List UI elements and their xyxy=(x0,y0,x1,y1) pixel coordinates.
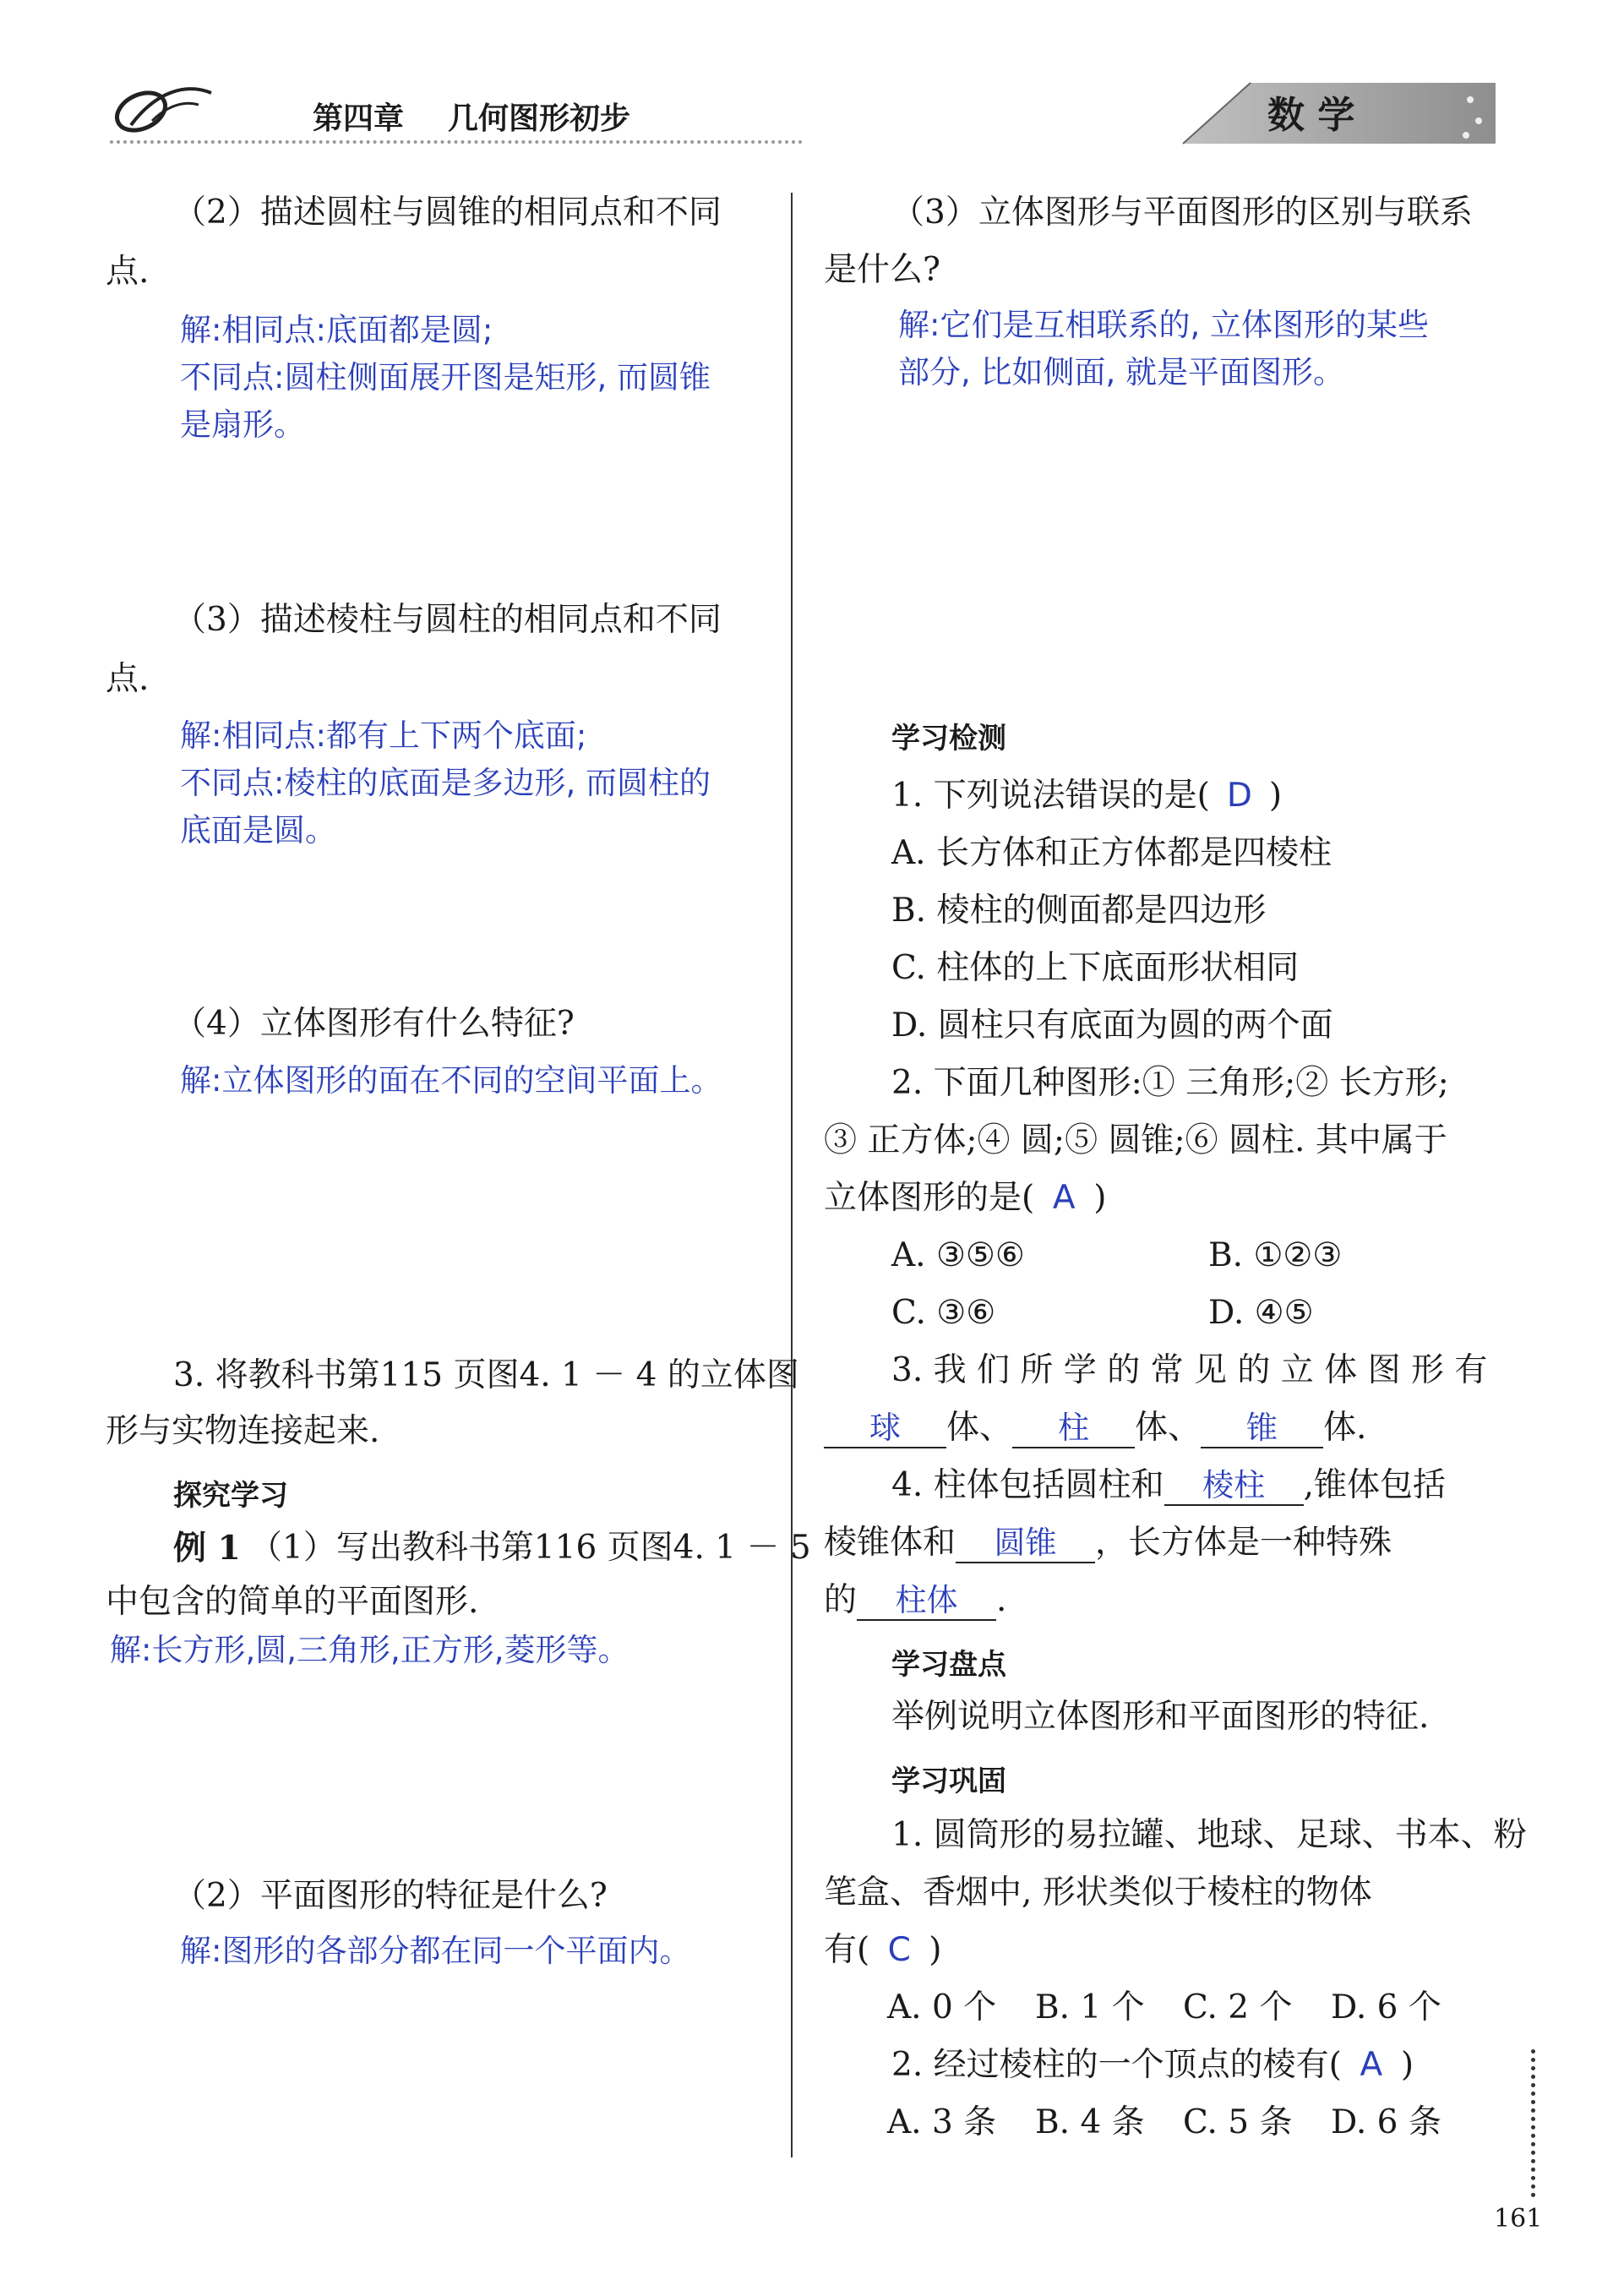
t3-blank-3: 锥 xyxy=(1201,1410,1323,1448)
left-ex1-line2: 中包含的简单的平面图形. xyxy=(106,1583,479,1621)
t3-sep-3: 体. xyxy=(1323,1409,1367,1447)
review-heading: 学习盘点 xyxy=(891,1648,1006,1682)
t1-option-b: B. 棱柱的侧面都是四边形 xyxy=(891,892,1267,930)
t2-line2: ③ 正方体;④ 圆;⑤ 圆锥;⑥ 圆柱. 其中属于 xyxy=(824,1121,1447,1159)
t3-line2 xyxy=(824,1405,1366,1452)
t1-option-c: C. 柱体的上下底面形状相同 xyxy=(891,949,1300,987)
page-header xyxy=(0,0,1624,161)
chapter-label: 第四章 xyxy=(313,101,405,136)
left-q4-line1: （4）立体图形有什么特征? xyxy=(173,1005,575,1043)
left-ex1-2-line1: （2）平面图形的特征是什么? xyxy=(173,1877,608,1915)
left-q3-line2: 点. xyxy=(106,660,150,698)
chapter-title: 几何图形初步 xyxy=(448,101,631,136)
t2-answer: A xyxy=(1052,1179,1076,1217)
left-ex1-2-answer: 解:图形的各部分都在同一个平面内。 xyxy=(180,1933,691,1969)
t2-line3 xyxy=(824,1175,1106,1222)
left-ex1-answer: 解:长方形,圆,三角形,正方形,菱形等。 xyxy=(110,1632,629,1668)
left-q4-answer: 解:立体图形的面在不同的空间平面上。 xyxy=(180,1062,722,1099)
right-q3-answer-1: 解:它们是互相联系的, 立体图形的某些 xyxy=(898,307,1429,343)
example-label: 例 1 xyxy=(173,1529,241,1568)
c2-option-d: D. 6 条 xyxy=(1331,2103,1441,2141)
t3-sep-1: 体、 xyxy=(946,1409,1013,1447)
t2-option-d: D. ④⑤ xyxy=(1208,1294,1314,1332)
right-q3-line1: （3）立体图形与平面图形的区别与联系 xyxy=(891,194,1473,232)
t1-stem xyxy=(891,772,1282,820)
t1-option-d: D. 圆柱只有底面为圆的两个面 xyxy=(891,1006,1333,1045)
c1-option-d: D. 6 个 xyxy=(1331,1988,1441,2026)
t4-line1: 4. 柱体包括圆柱和 棱柱 ,锥体包括 xyxy=(891,1466,1447,1504)
consolidate-heading: 学习巩固 xyxy=(891,1765,1006,1798)
left-q3-line1: （3）描述棱柱与圆柱的相同点和不同 xyxy=(173,601,722,639)
left-q2-answer-2: 不同点:圆柱侧面展开图是矩形, 而圆锥 xyxy=(180,359,711,395)
left-q3-answer-2: 不同点:棱柱的底面是多边形, 而圆柱的 xyxy=(180,765,711,801)
left-ex1-line1: （1）写出教科书第116 页图4. 1 － 5 xyxy=(249,1529,811,1567)
left-q2-line1: （2）描述圆柱与圆锥的相同点和不同 xyxy=(173,194,722,232)
t2-line3-text: 立体图形的是( xyxy=(824,1179,1035,1217)
c1-answer: C xyxy=(887,1931,911,1969)
swirl-logo-icon xyxy=(106,74,215,142)
t1-option-a: A. 长方体和正方体都是四棱柱 xyxy=(891,834,1332,872)
c2-answer: A xyxy=(1360,2046,1383,2084)
c2-option-c: C. 5 条 xyxy=(1183,2103,1293,2141)
right-q3-line2: 是什么? xyxy=(824,251,940,289)
c1-option-a: A. 0 个 xyxy=(887,1988,997,2026)
t2-option-b: B. ①②③ xyxy=(1208,1236,1343,1274)
t3-sep-2: 体、 xyxy=(1135,1409,1202,1447)
c1-line2: 笔盒、香烟中, 形状类似于棱柱的物体 xyxy=(824,1874,1372,1912)
c1-option-b: B. 1 个 xyxy=(1035,1988,1145,2026)
subject-label: 数 学 xyxy=(1267,94,1355,137)
t4-line3: 的 柱体 . xyxy=(824,1581,1007,1619)
t2-close: ) xyxy=(1093,1179,1107,1217)
t1-close: ) xyxy=(1268,777,1283,815)
left-q3-answer-1: 解:相同点:都有上下两个底面; xyxy=(180,717,587,754)
left-q2-line2: 点. xyxy=(106,253,150,291)
c1-line1: 1. 圆筒形的易拉罐、地球、足球、书本、粉 xyxy=(891,1816,1527,1854)
right-q3-answer-2: 部分, 比如侧面, 就是平面图形。 xyxy=(898,354,1345,390)
page-number: 161 xyxy=(1494,2204,1543,2234)
c2-option-b: B. 4 条 xyxy=(1035,2103,1145,2141)
t3-line1: 3. 我 们 所 学 的 常 见 的 立 体 图 形 有 xyxy=(891,1351,1488,1389)
left-q2-answer-1: 解:相同点:底面都是圆; xyxy=(180,312,493,348)
subject-tab-shape xyxy=(777,74,1496,150)
c1-option-c: C. 2 个 xyxy=(1183,1988,1293,2026)
t1-stem-text: 1. 下列说法错误的是( xyxy=(891,777,1210,815)
test-heading: 学习检测 xyxy=(891,722,1006,755)
left-q2-answer-3: 是扇形。 xyxy=(180,406,305,443)
t4-line2: 棱锥体和 圆锥 ，长方体是一种特殊 xyxy=(824,1524,1392,1562)
t4-blank-2: 圆锥 xyxy=(956,1525,1095,1563)
column-divider xyxy=(791,193,793,2157)
t3-blank-2: 柱 xyxy=(1012,1410,1135,1448)
t2-line1: 2. 下面几种图形:① 三角形;② 长方形; xyxy=(891,1064,1449,1102)
t1-answer: D xyxy=(1226,777,1252,815)
left-item3-line1: 3. 将教科书第115 页图4. 1 － 4 的立体图 xyxy=(173,1356,799,1394)
explore-heading: 探究学习 xyxy=(173,1479,288,1513)
t2-option-a: A. ③⑤⑥ xyxy=(891,1236,1025,1274)
margin-dotted-rule xyxy=(1531,2049,1535,2197)
t4-blank-3: 柱体 xyxy=(857,1582,996,1621)
review-text: 举例说明立体图形和平面图形的特征. xyxy=(891,1698,1430,1736)
t2-option-c: C. ③⑥ xyxy=(891,1294,996,1332)
t3-blank-1: 球 xyxy=(824,1410,946,1448)
left-q3-answer-3: 底面是圆。 xyxy=(180,812,336,848)
c1-line3: 有( C ) xyxy=(824,1927,941,1974)
t4-blank-1: 棱柱 xyxy=(1164,1467,1304,1506)
left-item3-line2: 形与实物连接起来. xyxy=(106,1412,380,1450)
c2-option-a: A. 3 条 xyxy=(887,2103,997,2141)
header-dotted-rule xyxy=(110,140,803,144)
c2-stem: 2. 经过棱柱的一个顶点的棱有( A ) xyxy=(891,2042,1414,2089)
